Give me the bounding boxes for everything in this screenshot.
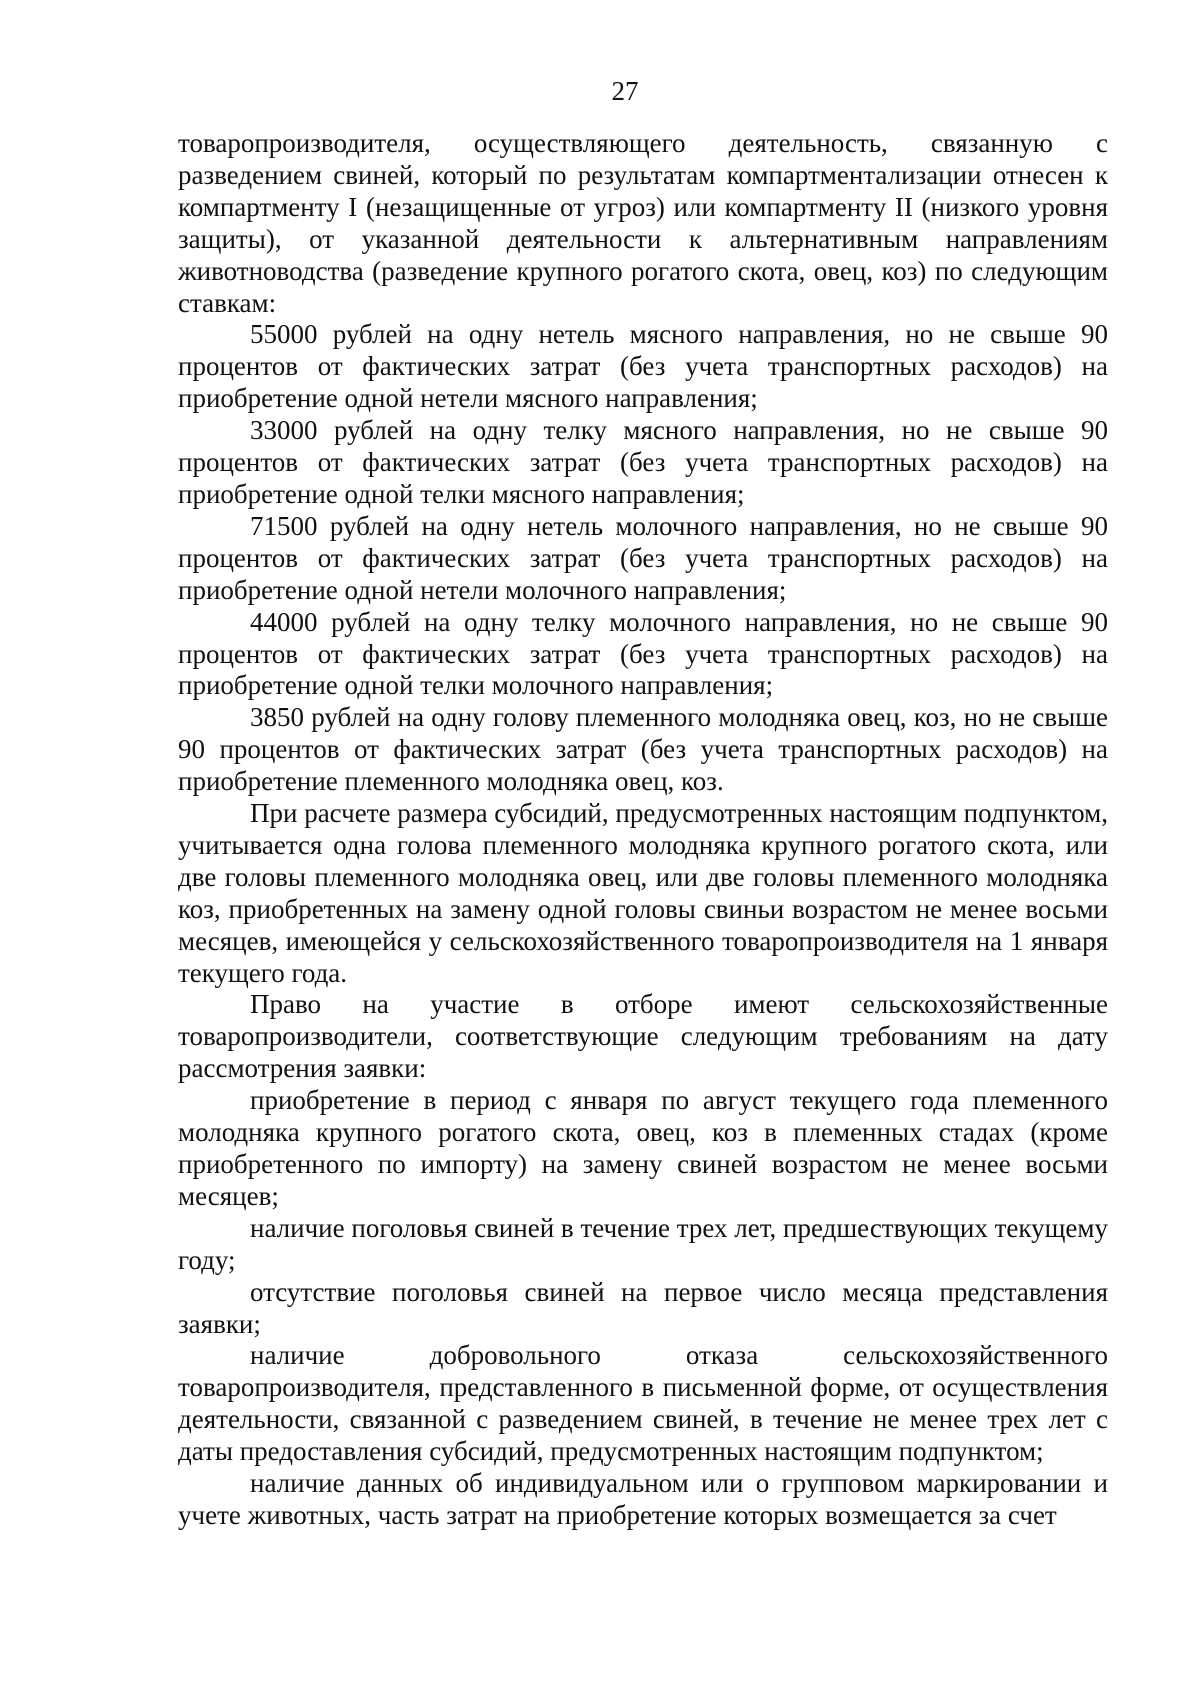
paragraph-rate-sheep-goats: 3850 рублей на одну голову племенного молодняка овец, коз, но не свыше 90 процентов от фактических затрат (без учета транспортных расходов) на приобретение племенного молодняка овец, коз. [178, 702, 1108, 797]
paragraph-eligibility-intro: Право на участие в отборе имеют сельскохозяйственные товаропроизводители, соответствующие следующим требованиям на дату рассмотрения заявки: [178, 989, 1108, 1084]
paragraph-requirement-purchase: приобретение в период с января по август текущего года племенного молодняка крупного рогатого скота, овец, коз в племенных стадах (кроме приобретенного по импорту) на замену свиней возрастом не менее восьми месяцев; [178, 1085, 1108, 1211]
page-number: 27 [611, 76, 639, 106]
paragraph-requirement-voluntary-refusal: наличие добровольного отказа сельскохозяйственного товаропроизводителя, представленного в письменной форме, от осуществления деятельности, связанной с разведением свиней, в течение не менее трех лет с даты предоставления субсидий, предусмотренных настоящим подпунктом; [178, 1340, 1108, 1467]
paragraph-rate-meat-calf: 33000 рублей на одну телку мясного направления, но не свыше 90 процентов от фактических затрат (без учета транспортных расходов) на приобретение одной телки мясного направления; [178, 415, 1108, 509]
paragraph-rate-dairy-heifer: 71500 рублей на одну нетель молочного направления, но не свыше 90 процентов от фактических затрат (без учета транспортных расходов) на приобретение одной нетели молочного направления; [178, 510, 1108, 605]
paragraph-calculation-rule: При расчете размера субсидий, предусмотренных настоящим подпунктом, учитывается одна голова племенного молодняка крупного рогатого скота, или две головы племенного молодняка овец, или две головы племенного молодняка коз, приобретенных на замену одной головы свиньи возрастом не менее восьми месяцев, имеющейся у сельскохозяйственного товаропроизводителя на 1 января текущего года. [178, 798, 1108, 988]
paragraph-requirement-no-pigs: отсутствие поголовья свиней на первое число месяца представления заявки; [178, 1276, 1108, 1339]
paragraph-rate-dairy-calf: 44000 рублей на одну телку молочного направления, но не свыше 90 процентов от фактических затрат (без учета транспортных расходов) на приобретение одной телки молочного направления; [178, 606, 1108, 701]
paragraph-rate-meat-heifer: 55000 рублей на одну нетель мясного направления, но не свыше 90 процентов от фактических затрат (без учета транспортных расходов) на приобретение одной нетели мясного направления; [178, 319, 1108, 414]
paragraph-intro: товаропроизводителя, осуществляющего деятельность, связанную с разведением свиней, который по результатам компартментализации отнесен к компартменту I (незащищенные от угроз) или компартменту II (низкого уровня защиты), от указанной деятельности к альтернативным направлениям животноводства (разведение крупного рогатого скота, овец, коз) по следующим ставкам: [178, 128, 1108, 318]
paragraph-requirement-herd-history: наличие поголовья свиней в течение трех лет, предшествующих текущему году; [178, 1212, 1108, 1275]
document-body [178, 128, 1108, 1532]
paragraph-requirement-marking: наличие данных об индивидуальном или о групповом маркировании и учете животных, часть затрат на приобретение которых возмещается за счет [178, 1468, 1108, 1530]
